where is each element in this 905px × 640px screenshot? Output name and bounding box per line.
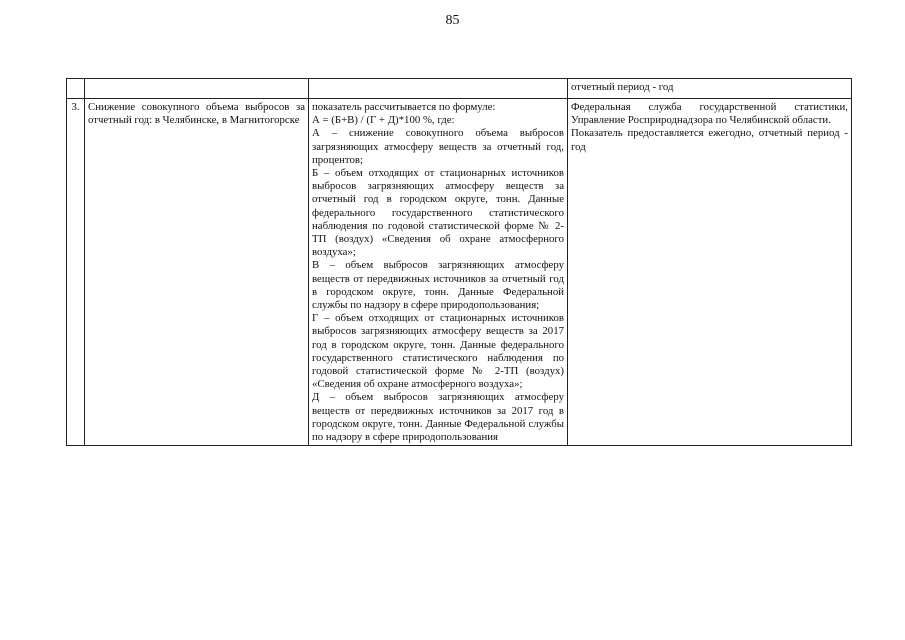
- cell-method-empty: [309, 79, 568, 99]
- page-number: 85: [445, 13, 460, 28]
- cell-source-continuation: отчетный период - год: [568, 79, 852, 99]
- method-line-d: Д – объем выбросов загрязняющих атмосферу веществ от передвижных источников за 2017 год в городском округе, тонн. Данные Федеральной службы по надзору в сфере природопользования: [312, 391, 564, 444]
- method-line-b: Б – объем отходящих от стационарных источников выбросов загрязняющих атмосферу веществ за отчетный год в городском округе, тонн. Данные федерального государственного статистического наблюдения по годовой статистической форме № 2-ТП (воздух) «Сведения об охране атмосферного воздуха»;: [312, 167, 564, 259]
- indicator-name: Снижение совокупного объема выбросов за отчетный год: в Челябинске, в Магнитогорске: [88, 101, 305, 127]
- method-line-g: Г – объем отходящих от стационарных источников выбросов загрязняющих атмосферу веществ за 2017 год в городском округе, тонн. Данные федерального государственного статистического наблюдения по годовой статистической форме № 2-ТП (воздух) «Сведения об охране атмосферного воздуха»;: [312, 312, 564, 391]
- table-row-continuation: [67, 79, 852, 99]
- data-source-cell: [568, 99, 852, 446]
- method-line-intro: показатель рассчитывается по формуле:: [312, 101, 496, 113]
- source-agencies: Федеральная служба государственной статистики, Управление Росприроднадзора по Челябинской области.: [571, 101, 848, 127]
- cell-name-empty: [85, 79, 309, 99]
- table-row-3: [67, 99, 852, 446]
- cell-number-empty: [67, 79, 85, 99]
- indicator-name-cell: [85, 99, 309, 446]
- method-line-formula: А = (Б+В) / (Г + Д)*100 %, где:: [312, 114, 455, 127]
- method-line-v: В – объем выбросов загрязняющих атмосферу веществ от передвижных источников за отчетный год в городском округе, тонн. Данные Федеральной службы по надзору в сфере природопользования;: [312, 259, 564, 312]
- calculation-method-cell: [309, 99, 568, 446]
- method-line-a: А – снижение совокупного объема выбросов загрязняющих атмосферу веществ за отчетный год, процентов;: [312, 127, 564, 166]
- indicator-table: [66, 78, 852, 446]
- row-number: 3.: [67, 99, 85, 446]
- source-periodicity: Показатель предоставляется ежегодно, отчетный период - год: [571, 127, 848, 153]
